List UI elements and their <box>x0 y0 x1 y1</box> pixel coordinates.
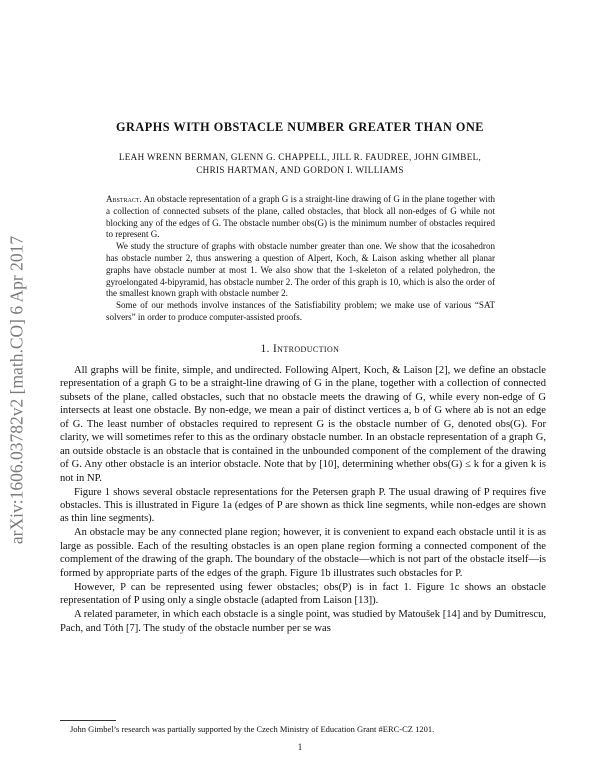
author-list <box>60 151 540 177</box>
body-paragraph-3: An obstacle may be any connected plane region; however, it is convenient to expand each obstacle until it is as large as possible. Each of the resulting obstacles is an open plane region forming a connected component of the complement of the drawing of the graph. The boundary of the obstacle—which is not part of the obstacle itself—is formed by appropriate parts of the edges of the graph. Figure 1b illustrates such obstacles for P. <box>60 527 546 579</box>
author-line-2: CHRIS HARTMAN, AND GORDON I. WILLIAMS <box>196 165 404 175</box>
author-line-1: LEAH WRENN BERMAN, GLENN G. CHAPPELL, JILL R. FAUDREE, JOHN GIMBEL, <box>118 152 482 162</box>
abstract-paragraph-2: We study the structure of graphs with obstacle number greater than one. We show that the icosahedron has obstacle number 2, thus answering a question of Alpert, Koch, & Laison asking whether all planar graphs have obstacle number at most 1. We also show that the 1-skeleton of a related polyhedron, the gyroelongated 4-bipyramid, has obstacle number 2. The order of this graph is 10, which is also the order of the smallest known graph with obstacle number 2. <box>106 241 495 299</box>
section-title: Introduction <box>273 343 340 355</box>
arxiv-identifier[interactable]: arXiv:1606.03782v2 [math.CO] 6 Apr 2017 <box>6 235 27 545</box>
arxiv-sidebar <box>6 190 28 590</box>
body-paragraph-4: However, P can be represented using fewer obstacles; obs(P) is in fact 1. Figure 1c shows an obstacle representation of P using only a single obstacle (adapted from Laison [13]). <box>60 581 546 607</box>
footnote-divider <box>60 720 116 721</box>
abstract-label: Abstract. <box>106 194 142 204</box>
section-number: 1. <box>260 343 270 355</box>
footnote: John Gimbel’s research was partially supported by the Czech Ministry of Education Grant #ERC-CZ 1201. <box>70 724 435 734</box>
abstract-paragraph-1 <box>106 194 495 241</box>
abstract-paragraph-3: Some of our methods involve instances of the Satisfiability problem; we make use of various “SAT solvers” in order to produce computer-assisted proofs. <box>106 300 495 322</box>
body-paragraph-2: Figure 1 shows several obstacle representations for the Petersen graph P. The usual drawing of P requires five obstacles. This is illustrated in Figure 1a (edges of P are shown as thick line segments, while non-edges are shown as thin line segments). <box>60 486 546 525</box>
paper-title: GRAPHS WITH OBSTACLE NUMBER GREATER THAN ONE <box>116 120 484 134</box>
page-number: 1 <box>297 742 303 752</box>
abstract-text-1: An obstacle representation of a graph G is a straight-line drawing of G in the plane together with a collection of connected subsets of the plane, called obstacles, that block all non-edges of G while not blocking any of the edges of G. The obstacle number obs(G) is the minimum number of obstacles required to represent G. <box>106 194 495 240</box>
section-heading <box>60 343 540 355</box>
body-text <box>60 364 546 636</box>
abstract <box>106 194 495 324</box>
body-paragraph-1: All graphs will be finite, simple, and undirected. Following Alpert, Koch, & Laison [2], we define an obstacle representation of a graph G to be a straight-line drawing of G in the plane, together with a collection of connected subsets of the plane, called obstacles, such that no obstacle meets the drawing of G, while every non-edge of G intersects at least one obstacle. By non-edge, we mean a pair of distinct vertices a, b of G where ab is not an edge of G. The least number of obstacles required to represent G is the obstacle number of G, denoted obs(G). For clarity, we will sometimes refer to this as the ordinary obstacle number. In an obstacle representation of a graph G, an outside obstacle is an obstacle that is contained in the unbounded component of the complement of the drawing of G. Any other obstacle is an interior obstacle. Note that by [10], determining whether obs(G) ≤ k for a given k is not in NP. <box>60 365 546 484</box>
body-paragraph-5: A related parameter, in which each obstacle is a single point, was studied by Matoušek [14] and by Dumitrescu, Pach, and Tóth [7]. The study of the obstacle number per se was <box>60 609 546 634</box>
